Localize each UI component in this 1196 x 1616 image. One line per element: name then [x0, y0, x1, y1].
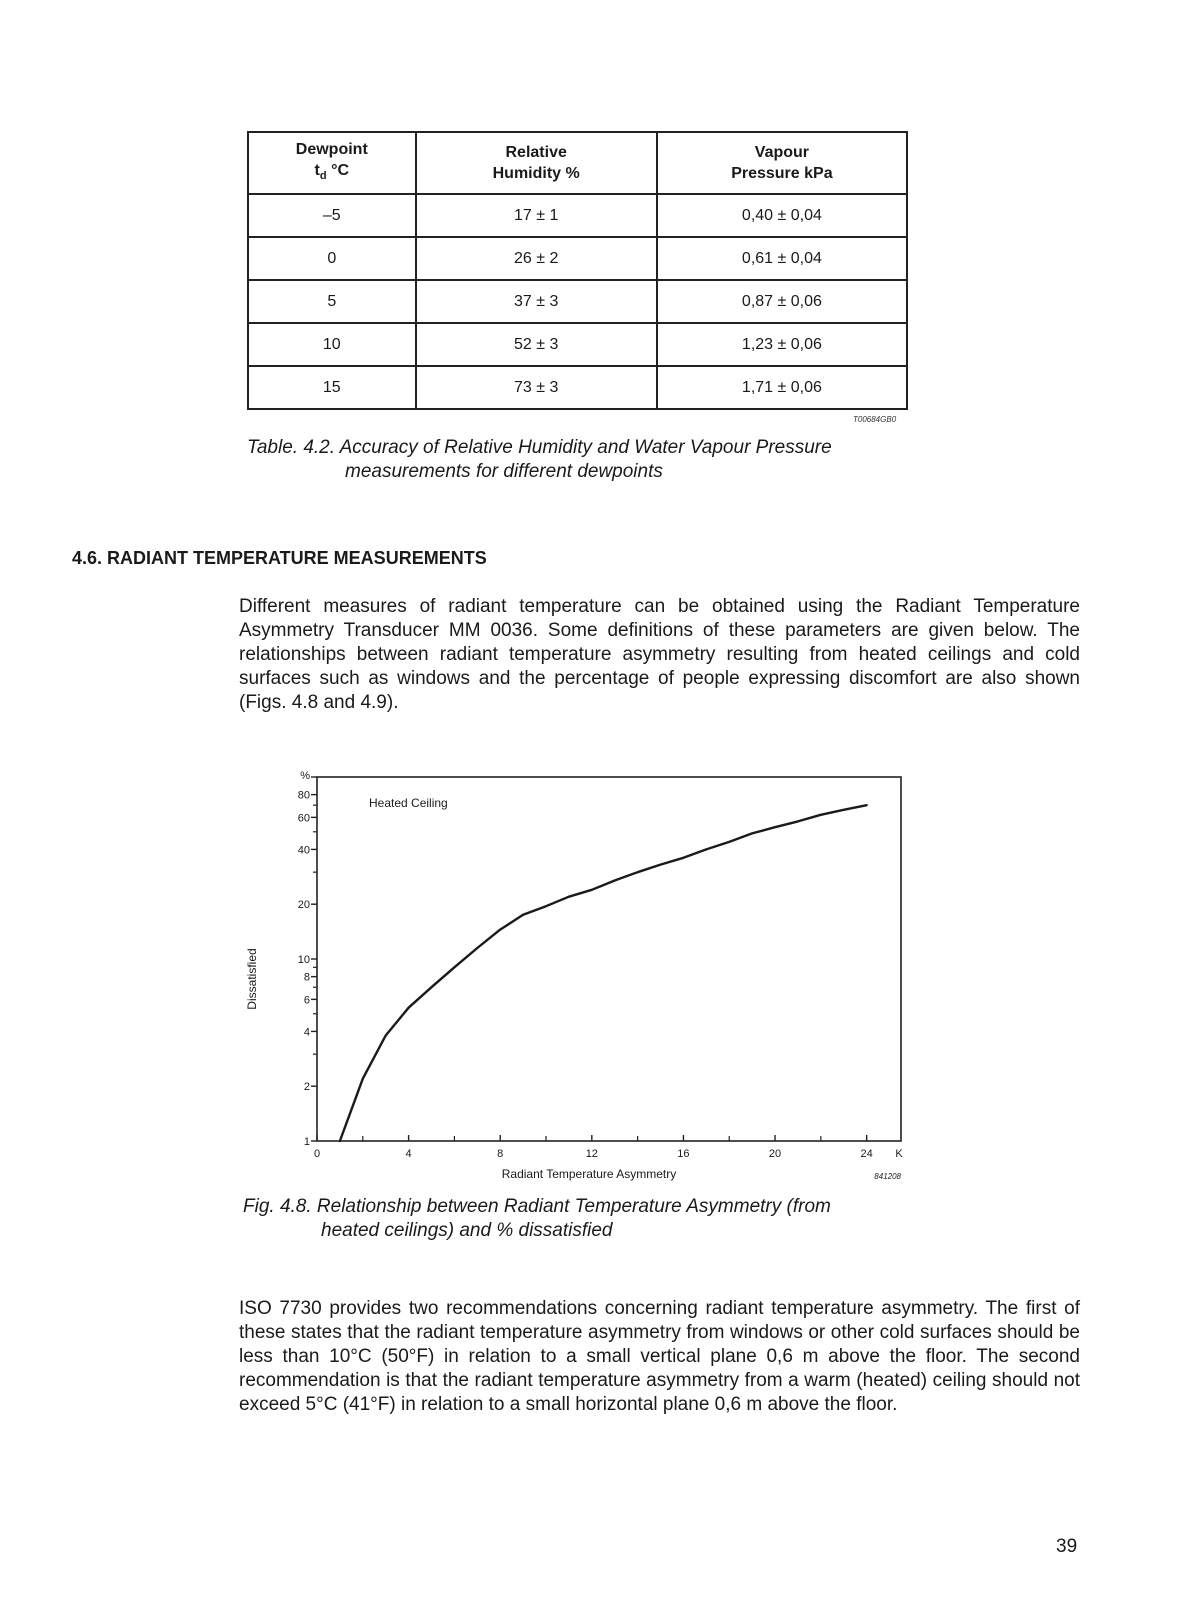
header-dewpoint: Dewpoint $t_d$ °C: [248, 132, 416, 194]
table-caption-line1: Table. 4.2. Accuracy of Relative Humidity and Water Vapour Pressure: [247, 437, 832, 458]
cell-dewpoint: 10: [248, 323, 416, 366]
table-code: T00684GB0: [853, 415, 897, 424]
y-tick-label: 60: [297, 812, 310, 825]
x-axis-title: Radiant Temperature Asymmetry: [501, 1167, 677, 1181]
figure-caption-line2: heated ceilings) and % dissatisfied: [321, 1220, 613, 1241]
figure-caption-line1: Fig. 4.8. Relationship between Radiant Temperature Asymmetry (from: [243, 1196, 831, 1217]
section-title: 4.6. RADIANT TEMPERATURE MEASUREMENTS: [72, 548, 487, 568]
cell-pressure: 0,61 ± 0,04: [657, 237, 907, 280]
header-relative-humidity: Relative Humidity %: [416, 132, 657, 194]
paragraph-iso7730: ISO 7730 provides two recommendations concerning radiant temperature asymmetry. The first of these states that the radiant temperature asymmetry from windows or other cold surfaces should be less than 10°C (50°F) in relation to a small vertical plane 0,6 m above the floor. The second recommendation is that the radiant temperature asymmetry from a warm (heated) ceiling should not exceed 5°C (41°F) in relation to a small horizontal plane 0,6 m above the floor.: [239, 1298, 1080, 1415]
y-unit-label: %: [300, 770, 310, 782]
cell-humidity: 26 ± 2: [416, 237, 657, 280]
series-annotation-heated-ceiling: Heated Ceiling: [369, 796, 448, 810]
cell-dewpoint: 5: [248, 280, 416, 323]
cell-pressure: 1,23 ± 0,06: [657, 323, 907, 366]
cell-humidity: 52 ± 3: [416, 323, 657, 366]
cell-humidity: 37 ± 3: [416, 280, 657, 323]
y-tick-label: 6: [303, 994, 310, 1007]
x-tick-label: 12: [585, 1148, 598, 1160]
table-caption-line2: measurements for different dewpoints: [345, 461, 663, 482]
y-tick-label: 4: [303, 1026, 310, 1039]
x-tick-label: 8: [497, 1148, 504, 1160]
y-tick-label: 1: [303, 1136, 310, 1148]
y-axis-title: Dissatisfied: [245, 948, 259, 1010]
x-tick-label: 0: [313, 1148, 321, 1160]
y-tick-label: 8: [303, 971, 310, 984]
page-number: 39: [1056, 1536, 1078, 1557]
cell-humidity: 17 ± 1: [416, 194, 657, 237]
figure-code: 841208: [874, 1172, 901, 1181]
x-unit-label: K: [895, 1148, 903, 1160]
y-tick-label: 20: [297, 899, 310, 912]
cell-dewpoint: 15: [248, 366, 416, 409]
x-tick-label: 24: [860, 1148, 873, 1160]
series-line-heated-ceiling: [340, 805, 867, 1141]
cell-pressure: 0,87 ± 0,06: [657, 280, 907, 323]
x-tick-label: 20: [768, 1148, 782, 1160]
y-tick-label: 40: [297, 844, 310, 857]
cell-dewpoint: –5: [248, 194, 416, 237]
cell-humidity: 73 ± 3: [416, 366, 657, 409]
header-vapour-pressure: Vapour Pressure kPa: [657, 132, 907, 194]
cell-pressure: 0,40 ± 0,04: [657, 194, 907, 237]
paragraph-radiant-intro: Different measures of radiant temperature can be obtained using the Radiant Temperature Asymmetry Transducer MM 0036. Some definitions of these parameters are given below. The relationships between radiant temperature asymmetry resulting from heated ceilings and cold surfaces such as windows and the percentage of people expressing discomfort are also shown (Figs. 4.8 and 4.9).: [239, 596, 1080, 713]
cell-pressure: 1,71 ± 0,06: [657, 366, 907, 409]
cell-dewpoint: 0: [248, 237, 416, 280]
y-tick-label: 10: [297, 954, 310, 966]
x-tick-label: 16: [677, 1148, 690, 1160]
plot-frame: [317, 777, 901, 1141]
y-tick-label: 2: [303, 1081, 310, 1094]
x-tick-label: 4: [405, 1148, 412, 1160]
y-tick-label: 80: [297, 789, 310, 802]
